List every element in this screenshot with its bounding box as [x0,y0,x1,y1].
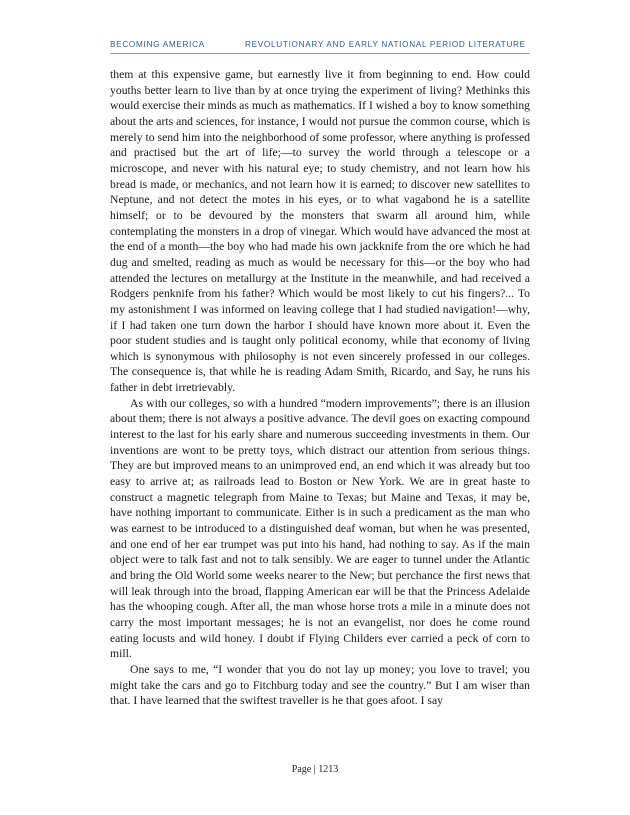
page-number: Page | 1213 [291,764,339,775]
section-title: REVOLUTIONARY AND EARLY NATIONAL PERIOD LITERATURE [245,40,526,49]
book-title: BECOMING AMERICA [110,40,205,49]
body-text [110,67,530,709]
header-rule [110,53,530,54]
paragraph: them at this expensive game, but earnestly live it from beginning to end. How could youths better learn to live than by at once trying the experiment of living? Methinks this would exercise their minds as much as mathematics. If I wished a boy to know something about the arts and sciences, for instance, I would not pursue the common course, which is merely to send him into the neighborhood of some professor, where anything is professed and practised but the art of life;—to survey the world through a telescope or a microscope, and never with his natural eye; to study chemistry, and not learn how his bread is made, or mechanics, and not learn how it is earned; to discover new satellites to Neptune, and not detect the motes in his eyes, or to what vagabond he is a satellite himself; or to be devoured by the monsters that swarm all around him, while contemplating the monsters in a drop of vinegar. Which would have advanced the most at the end of a month—the boy who had made his own jackknife from the ore which he had dug and smelted, reading as much as would be necessary for this—or the boy who had attended the lectures on metallurgy at the Institute in the meanwhile, and had received a Rodgers penknife from his father? Which would be most likely to cut his fingers?... To my astonishment I was informed on leaving college that I had studied navigation!—why, if I had taken one turn down the harbor I should have known more about it. Even the poor student studies and is taught only political economy, while that economy of living which is synonymous with philosophy is not even sincerely professed in our colleges. The consequence is, that while he is reading Adam Smith, Ricardo, and Say, he runs his father in debt irretrievably. [110,68,531,395]
paragraph: One says to me, “I wonder that you do not lay up money; you love to travel; you might take the cars and go to Fitchburg today and see the country.” But I am wiser than that. I have learned that the swiftest traveller is he that goes afoot. I say [110,662,530,708]
running-header [110,40,530,54]
paragraph: As with our colleges, so with a hundred “modern improvements”; there is an illusion about them; there is not always a positive advance. The devil goes on exacting compound interest to the last for his early share and numerous succeeding investments in them. Our inventions are wont to be pretty toys, which distract our attention from serious things. They are but improved means to an unimproved end, an end which it was already but too easy to arrive at; as railroads lead to Boston or New York. We are in great haste to construct a magnetic telegraph from Maine to Texas; but Maine and Texas, it may be, have nothing important to communicate. Either is in such a predicament as the man who was earnest to be introduced to a distinguished deaf woman, but when he was presented, and one end of her ear trumpet was put into his hand, had nothing to say. As if the main object were to talk fast and not to talk sensibly. We are eager to tunnel under the Atlantic and bring the Old World some weeks nearer to the New; but perchance the first news that will leak through into the broad, flapping American ear will be that the Princess Adelaide has the whooping cough. After all, the man whose horse trots a mile in a minute does not carry the most important messages; he is not an evangelist, nor does he come round eating locusts and wild honey. I doubt if Flying Childers ever carried a peck of corn to mill. [110,396,530,661]
